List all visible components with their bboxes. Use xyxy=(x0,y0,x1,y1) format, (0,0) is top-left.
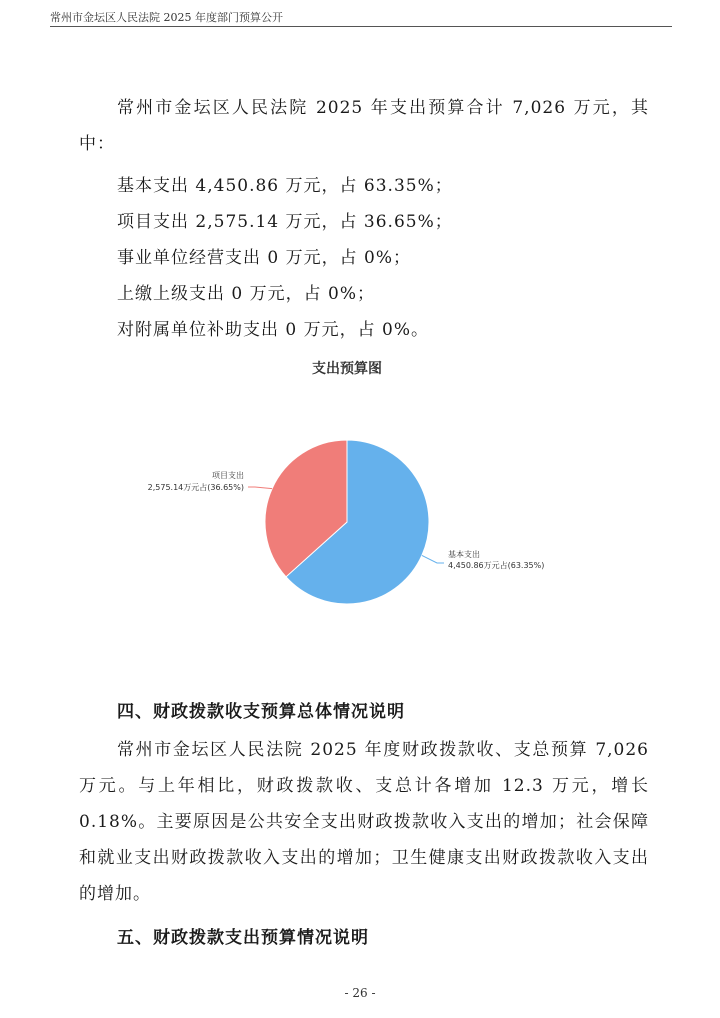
chart-title: 支出预算图 xyxy=(312,361,382,377)
expenditure-item-operation: 事业单位经营支出 0 万元，占 0%； xyxy=(117,248,411,268)
intro-paragraph: 常州市金坛区人民法院 2025 年支出预算合计 7,026 万元，其中： xyxy=(79,98,649,154)
expenditure-item-basic: 基本支出 4,450.86 万元，占 63.35%； xyxy=(117,176,453,196)
leader-line-0 xyxy=(422,555,444,563)
section-5-heading: 五、财政拨款支出预算情况说明 xyxy=(117,928,369,948)
slice-label-name-0: 基本支出 xyxy=(448,550,480,559)
expenditure-item-remit: 上缴上级支出 0 万元，占 0%； xyxy=(117,284,375,304)
page-number: - 26 - xyxy=(344,986,376,1000)
slice-label-name-1: 项目支出 xyxy=(212,471,244,480)
section-4-heading: 四、财政拨款收支预算总体情况说明 xyxy=(117,702,405,722)
expenditure-item-subsidy: 对附属单位补助支出 0 万元，占 0%。 xyxy=(117,320,429,340)
slice-label-value-1: 2,575.14万元占(36.65%) xyxy=(147,483,244,492)
pie-slice-0 xyxy=(286,440,429,604)
pie-slice-1 xyxy=(265,440,347,577)
section-4-paragraph: 常州市金坛区人民法院 2025 年度财政拨款收、支总预算 7,026 万元。与上年相比，财政拨款收、支总计各增加 12.3 万元，增长 0.18%。主要原因是公共安全支出财政拨款收入支出的增加；社会保障和就业支出财政拨款收入支出的增加；卫生健康支出财政拨款收入支出的增加。 xyxy=(79,740,649,904)
leader-line-1 xyxy=(248,487,272,489)
slice-label-value-0: 4,450.86万元占(63.35%) xyxy=(448,561,545,570)
expenditure-item-project: 项目支出 2,575.14 万元，占 36.65%； xyxy=(117,212,453,232)
page-header: 常州市金坛区人民法院 2025 年度部门预算公开 xyxy=(50,10,672,27)
